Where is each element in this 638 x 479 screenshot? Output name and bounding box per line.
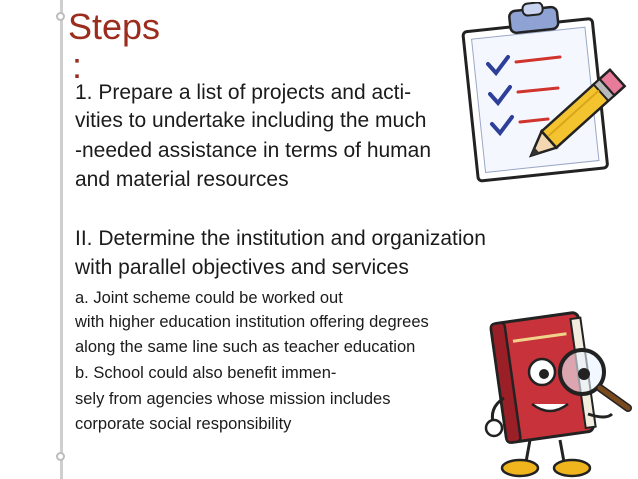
step-two-sub-line: b. School could also benefit immen- xyxy=(75,364,337,382)
step-one-line: -needed assistance in terms of human xyxy=(75,139,432,162)
slide-title: Steps xyxy=(68,6,161,47)
slide-title-colon: : xyxy=(72,45,83,86)
step-two-sub-line: a. Joint scheme could be worked out xyxy=(75,289,343,307)
step-one-line: and material resources xyxy=(75,168,289,191)
step-one-line: vities to undertake including the much xyxy=(75,109,427,132)
step-two-line: II. Determine the institution and organization xyxy=(75,227,486,250)
step-two-sub-line: along the same line such as teacher education xyxy=(75,338,416,356)
step-two-line: with parallel objectives and services xyxy=(75,256,409,279)
step-two-sub-line: corporate social responsibility xyxy=(75,415,292,433)
step-two-sub-line: sely from agencies whose mission includes xyxy=(75,390,391,408)
step-one-line: 1. Prepare a list of projects and acti- xyxy=(75,81,412,104)
border-dot-icon xyxy=(56,452,65,461)
step-two-sub-line: with higher education institution offering degrees xyxy=(75,313,429,331)
book-character-icon xyxy=(470,290,638,479)
border-dot-icon xyxy=(56,12,65,21)
left-border-rule xyxy=(60,0,63,479)
clipboard-pencil-icon xyxy=(448,2,634,188)
